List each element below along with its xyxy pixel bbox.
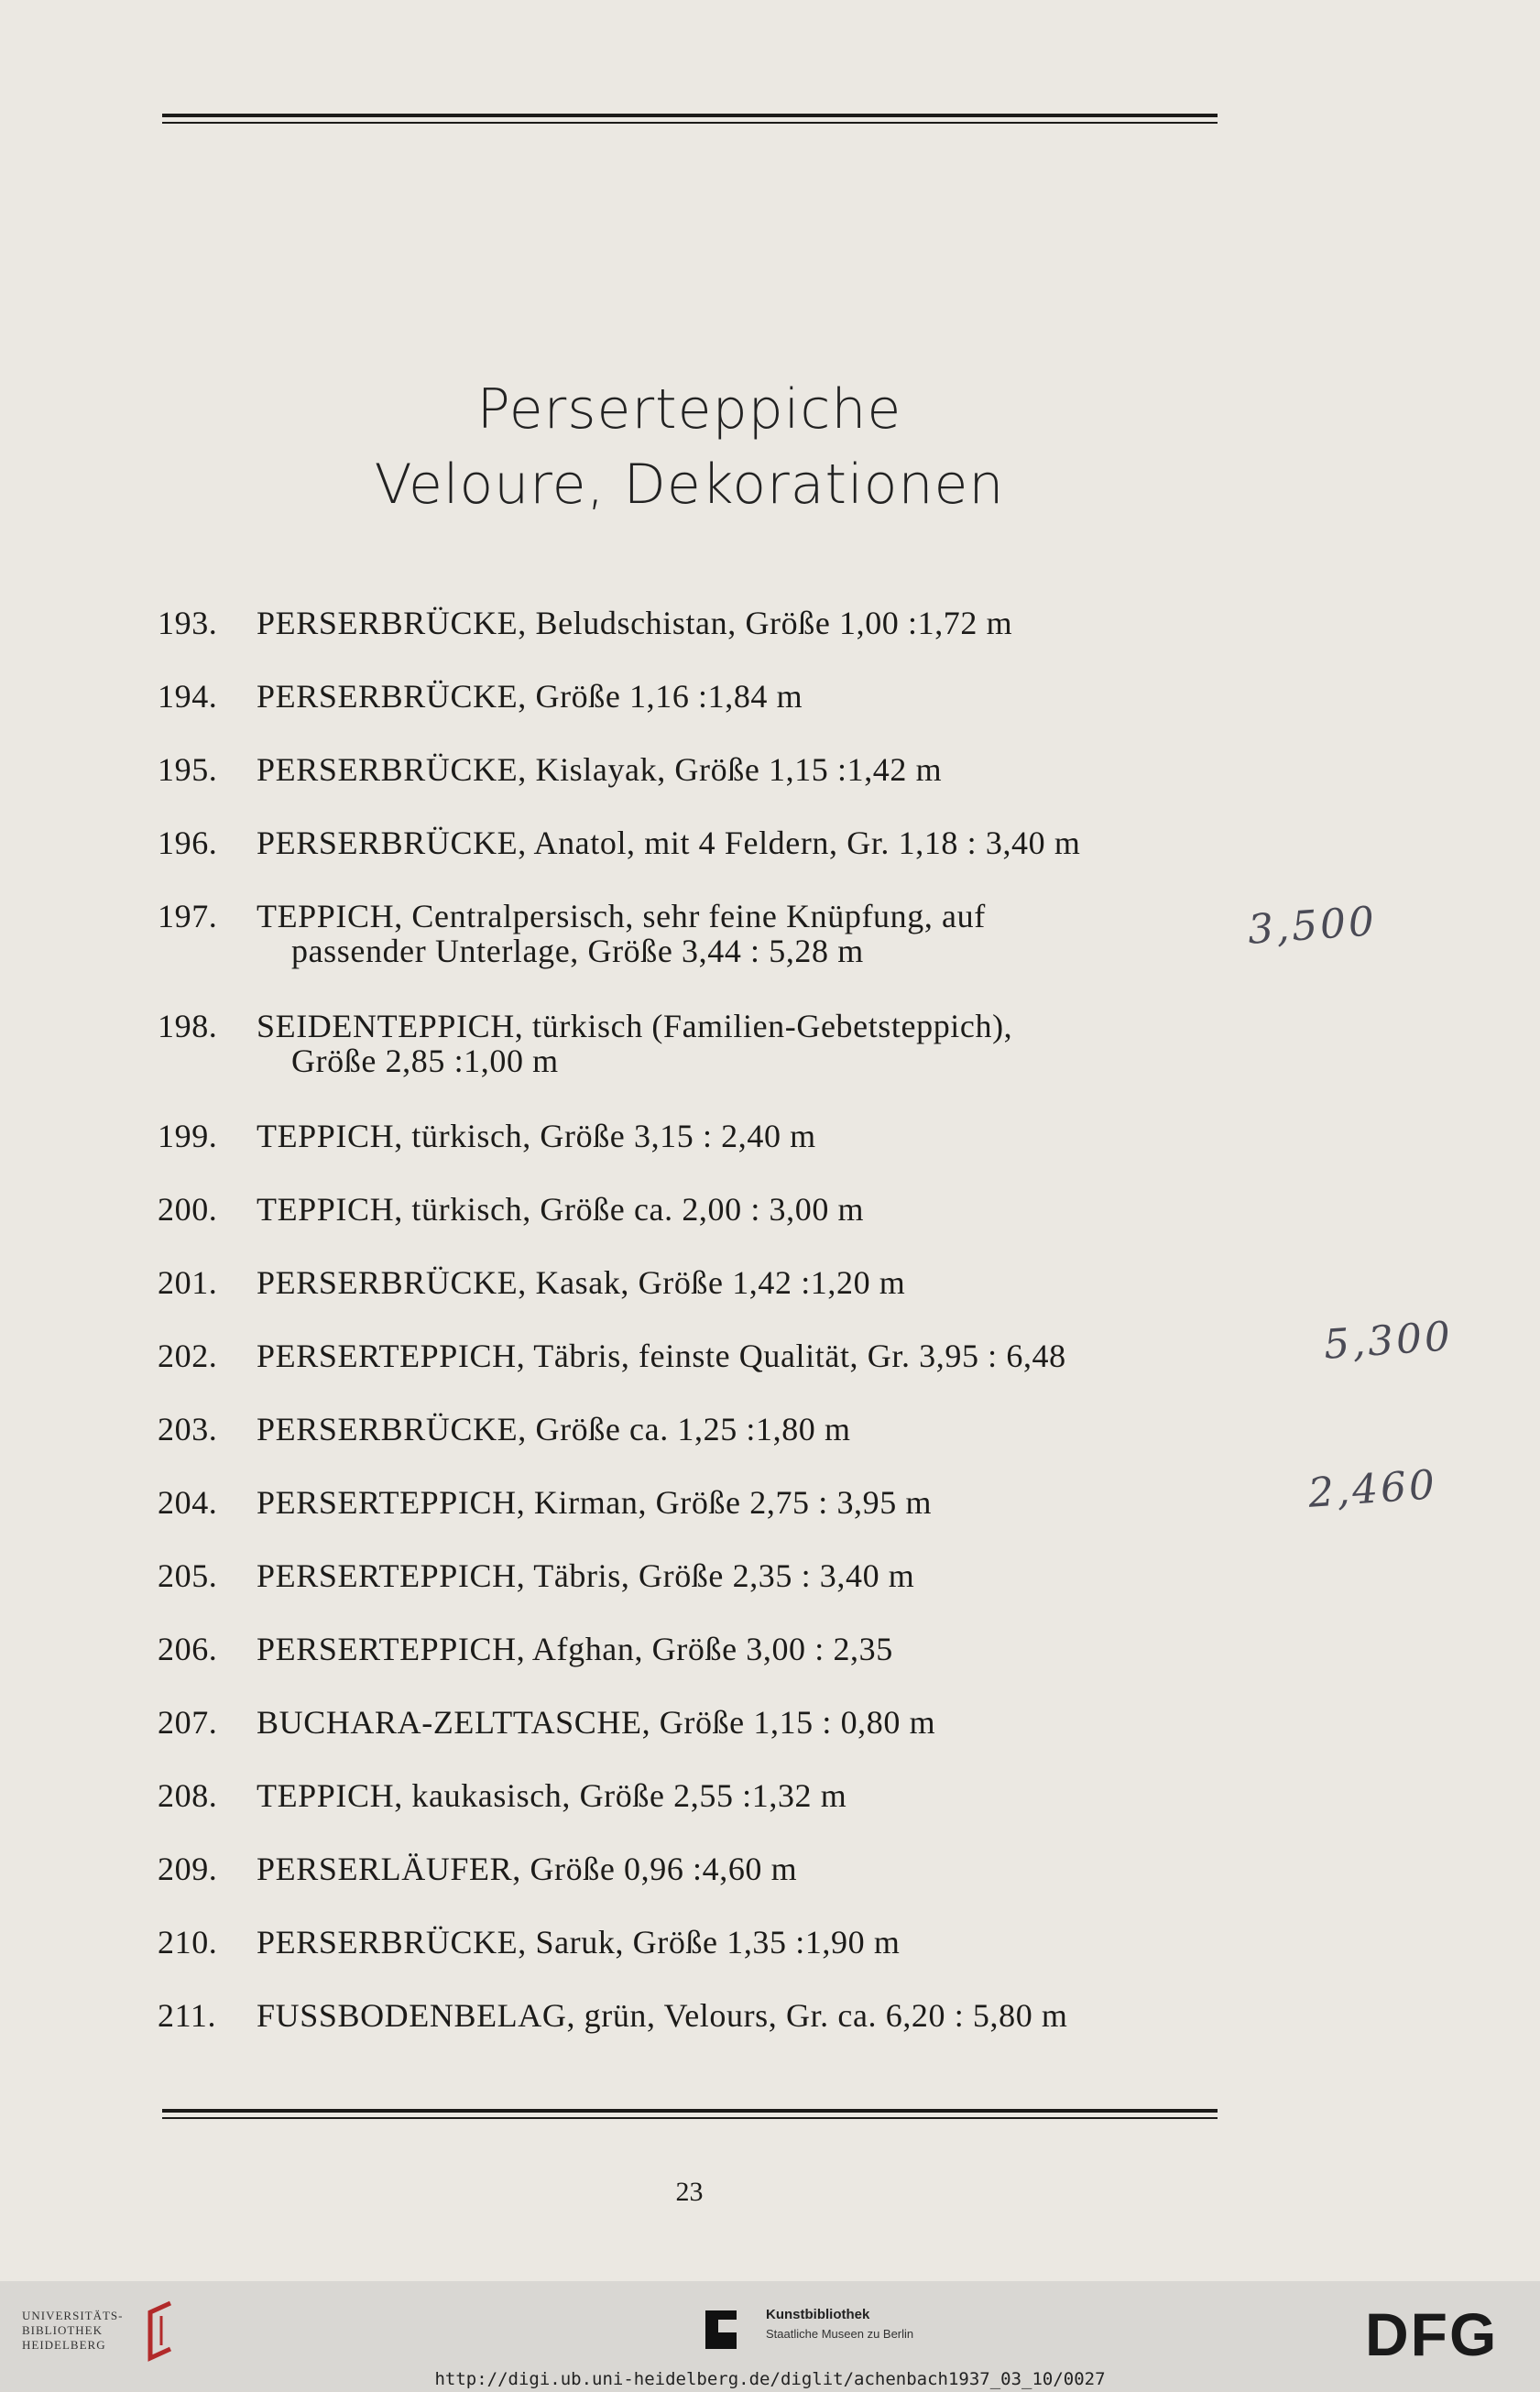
- entry-number: 197.: [158, 898, 218, 934]
- entry-number: 203.: [158, 1411, 218, 1447]
- page-title-line-2: Veloure, Dekorationen: [374, 453, 1005, 517]
- entry-number: 196.: [158, 825, 218, 861]
- entry-text-continued: Größe 2,85 :1,00 m: [291, 1043, 559, 1079]
- dfg-logo: DFG: [1365, 2300, 1499, 2368]
- footer-bar: [0, 2281, 1540, 2392]
- entry-text: TEPPICH, Centralpersisch, sehr feine Knüpfung, auf: [257, 898, 986, 934]
- entry-text: PERSERTEPPICH, Kirman, Größe 2,75 : 3,95 m: [257, 1484, 933, 1521]
- entry-text: PERSERBRÜCKE, Beludschistan, Größe 1,00 :1,72 m: [257, 605, 1013, 641]
- entry-text: PERSERTEPPICH, Täbris, feinste Qualität, Gr. 3,95 : 6,48: [257, 1338, 1066, 1374]
- entry-text: TEPPICH, türkisch, Größe 3,15 : 2,40 m: [257, 1118, 816, 1154]
- top-rule: [162, 114, 1218, 128]
- entry-number: 207.: [158, 1704, 218, 1741]
- entry-number: 204.: [158, 1484, 218, 1521]
- entry-number: 208.: [158, 1777, 218, 1814]
- entry-number: 202.: [158, 1338, 218, 1374]
- bottom-rule: [162, 2109, 1218, 2124]
- university-line: UNIVERSITÄTS-: [22, 2309, 124, 2322]
- entry-text: PERSERBRÜCKE, Saruk, Größe 1,35 :1,90 m: [257, 1924, 901, 1961]
- entry-number: 193.: [158, 605, 218, 641]
- entry-text: BUCHARA-ZELTTASCHE, Größe 1,15 : 0,80 m: [257, 1704, 936, 1741]
- handwritten-note: 3,500: [1246, 898, 1379, 954]
- permalink-url[interactable]: http://digi.ub.uni-heidelberg.de/diglit/achenbach1937_03_10/0027: [434, 2369, 1106, 2389]
- university-line: BIBLIOTHEK: [22, 2323, 103, 2337]
- entry-text: PERSERLÄUFER, Größe 0,96 :4,60 m: [257, 1851, 798, 1887]
- entry-number: 195.: [158, 751, 218, 788]
- entry-text: PERSERTEPPICH, Afghan, Größe 3,00 : 2,35: [257, 1631, 893, 1667]
- entry-number: 201.: [158, 1264, 218, 1301]
- entry-number: 210.: [158, 1924, 218, 1961]
- entry-text: PERSERBRÜCKE, Größe 1,16 :1,84 m: [257, 678, 803, 715]
- entry-text: PERSERBRÜCKE, Anatol, mit 4 Feldern, Gr. 1,18 : 3,40 m: [257, 825, 1081, 861]
- handwritten-note: 5,300: [1322, 1313, 1455, 1369]
- entry-number: 206.: [158, 1631, 218, 1667]
- university-line: HEIDELBERG: [22, 2338, 106, 2352]
- entry-number: 205.: [158, 1557, 218, 1594]
- entry-number: 200.: [158, 1191, 218, 1228]
- entry-text: SEIDENTEPPICH, türkisch (Familien-Gebetsteppich),: [257, 1008, 1013, 1044]
- entry-text-continued: passender Unterlage, Größe 3,44 : 5,28 m: [291, 933, 864, 969]
- entry-number: 211.: [158, 1997, 217, 2034]
- page-title-line-1: Perserteppiche: [476, 377, 902, 442]
- handwritten-note: 2,460: [1306, 1461, 1439, 1517]
- entry-number: 199.: [158, 1118, 218, 1154]
- kunstbibliothek-logo-icon: [705, 2310, 737, 2349]
- entry-text: TEPPICH, türkisch, Größe ca. 2,00 : 3,00 m: [257, 1191, 865, 1228]
- page-number: 23: [675, 2177, 704, 2207]
- entry-text: PERSERBRÜCKE, Größe ca. 1,25 :1,80 m: [257, 1411, 851, 1447]
- entry-text: PERSERBRÜCKE, Kasak, Größe 1,42 :1,20 m: [257, 1264, 906, 1301]
- entry-number: 194.: [158, 678, 218, 715]
- entry-text: TEPPICH, kaukasisch, Größe 2,55 :1,32 m: [257, 1777, 847, 1814]
- kunstbibliothek-subtitle: Staatliche Museen zu Berlin: [766, 2327, 914, 2341]
- kunstbibliothek-title: Kunstbibliothek: [766, 2307, 870, 2322]
- entry-text: PERSERBRÜCKE, Kislayak, Größe 1,15 :1,42 m: [257, 751, 943, 788]
- university-logo-icon: [137, 2299, 178, 2364]
- entry-number: 198.: [158, 1008, 218, 1044]
- entry-text: FUSSBODENBELAG, grün, Velours, Gr. ca. 6,20 : 5,80 m: [257, 1997, 1068, 2034]
- university-library-label: [22, 2309, 124, 2353]
- entry-number: 209.: [158, 1851, 218, 1887]
- entry-text: PERSERTEPPICH, Täbris, Größe 2,35 : 3,40 m: [257, 1557, 915, 1594]
